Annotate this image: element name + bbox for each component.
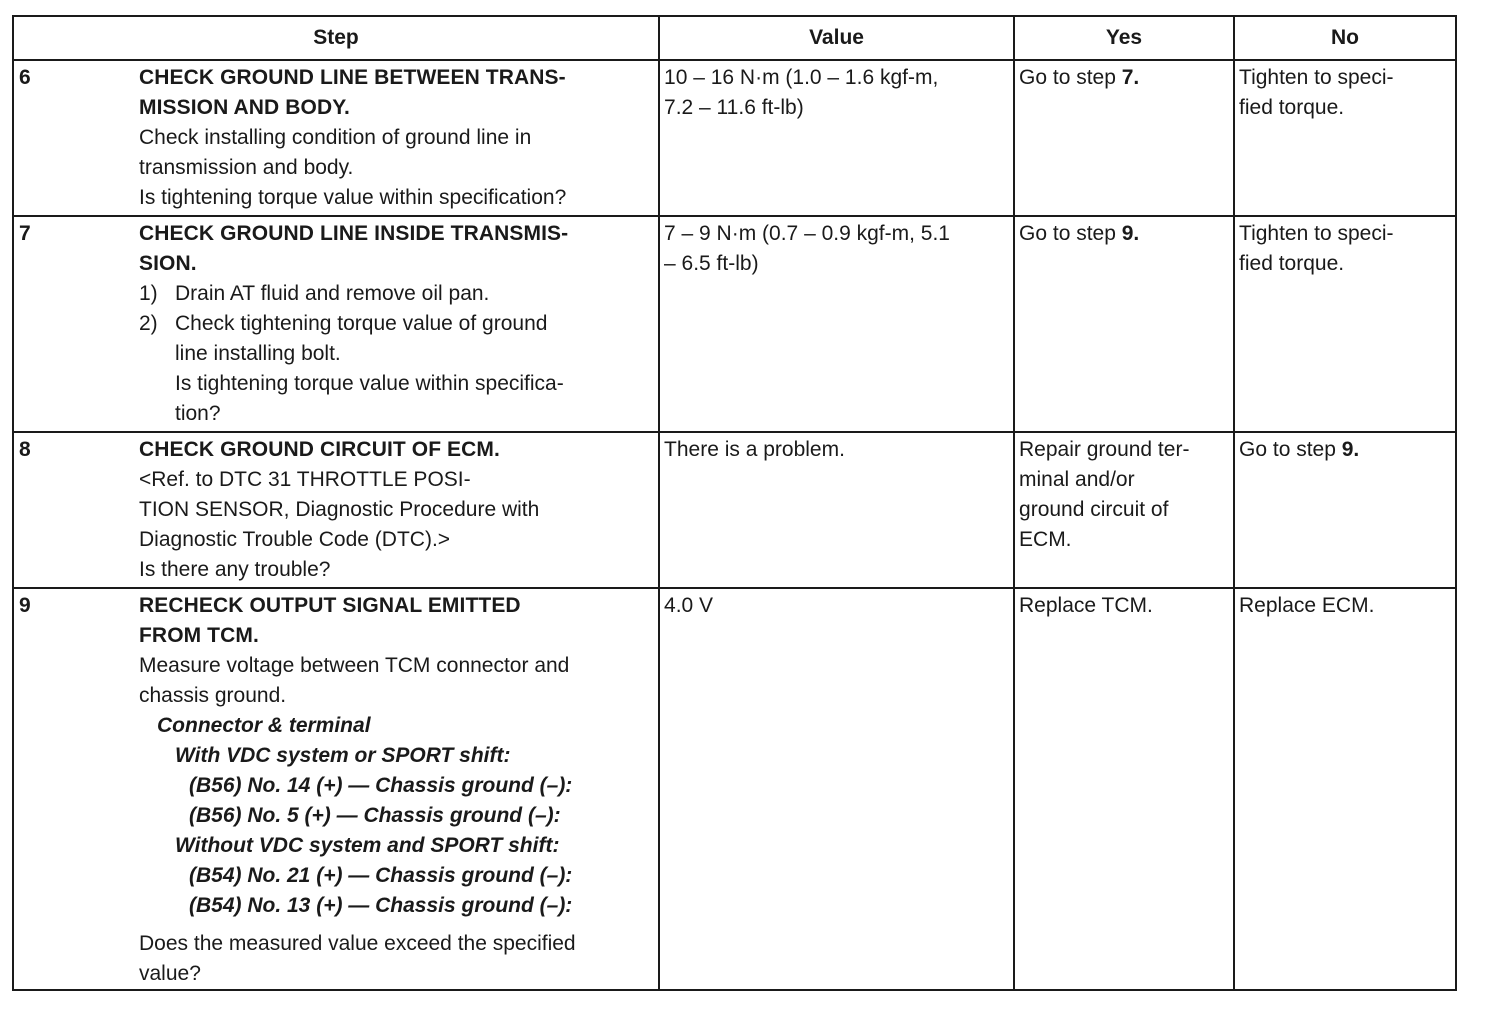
spec-group-heading: With VDC system or SPORT shift: [175, 744, 511, 767]
value-cell: There is a problem. [659, 432, 1014, 588]
step-description: RECHECK OUTPUT SIGNAL EMITTED FROM TCM. Measure voltage between TCM connector and chassis ground. Connector & terminal With VDC system or SPORT shift: (B56) No. 14 (+) — Chassis ground (–): (B56) No. 5 (+) — Chassis ground (–): Without VDC system and SPORT shift: (B54) No. 21 (+) — Chassis ground (–): (B54) No. 13 (+) — Chassis ground (–): Does the measured value exceed the specified value? [137, 588, 659, 990]
value-cell: 10 – 16 N·m (1.0 – 1.6 kgf-m, 7.2 – 11.6 ft-lb) [659, 60, 1014, 216]
spec-terminal: (B54) No. 13 (+) — Chassis ground (–): [189, 894, 573, 917]
yes-cell: Replace TCM. [1014, 588, 1234, 990]
step-description: CHECK GROUND CIRCUIT OF ECM. <Ref. to DTC 31 THROTTLE POSI- TION SENSOR, Diagnostic Procedure with Diagnostic Trouble Code (DTC).> Is there any trouble? [137, 432, 659, 588]
no-cell: Tighten to speci- fied torque. [1234, 60, 1456, 216]
step-reference: 7. [1121, 66, 1140, 89]
no-cell: Tighten to speci- fied torque. [1234, 216, 1456, 432]
step-number: 7 [13, 216, 137, 432]
spec-terminal: (B54) No. 21 (+) — Chassis ground (–): [189, 864, 573, 887]
value-cell: 7 – 9 N·m (0.7 – 0.9 kgf-m, 5.1 – 6.5 ft-lb) [659, 216, 1014, 432]
step-reference: 9. [1341, 438, 1360, 461]
yes-cell: Repair ground ter- minal and/or ground circuit of ECM. [1014, 432, 1234, 588]
spec-group-heading: Without VDC system and SPORT shift: [175, 834, 560, 857]
step-title: CHECK GROUND LINE INSIDE TRANSMIS- SION. [139, 222, 569, 275]
list-item: 1) Drain AT fluid and remove oil pan. [139, 282, 490, 305]
diagnostic-table-page [12, 15, 1457, 991]
header-no: No [1234, 16, 1456, 60]
procedure-list [139, 279, 652, 339]
step-description: CHECK GROUND LINE BETWEEN TRANS- MISSION AND BODY. Check installing condition of ground line in transmission and body. Is tightening torque value within specification? [137, 60, 659, 216]
step-title: CHECK GROUND CIRCUIT OF ECM. [139, 438, 500, 461]
step-title: CHECK GROUND LINE BETWEEN TRANS- MISSION AND BODY. [139, 66, 566, 119]
step-number: 9 [13, 588, 137, 990]
table-row [13, 432, 1456, 588]
header-step: Step [13, 16, 659, 60]
step-number: 8 [13, 432, 137, 588]
step-title: RECHECK OUTPUT SIGNAL EMITTED FROM TCM. [139, 594, 521, 647]
table-row [13, 588, 1456, 990]
spec-terminal: (B56) No. 5 (+) — Chassis ground (–): [189, 804, 561, 827]
value-cell: 4.0 V [659, 588, 1014, 990]
header-yes: Yes [1014, 16, 1234, 60]
step-description: CHECK GROUND LINE INSIDE TRANSMIS- SION. 1) Drain AT fluid and remove oil pan. 2) Check tightening torque value of ground line installing bolt. Is tightening torque value within specifica- tion? [137, 216, 659, 432]
table-row [13, 216, 1456, 432]
spec-heading: Connector & terminal [157, 714, 371, 737]
yes-cell: Go to step 7. [1014, 60, 1234, 216]
yes-cell: Go to step 9. [1014, 216, 1234, 432]
header-value: Value [659, 16, 1014, 60]
list-item: 2) Check tightening torque value of ground [139, 312, 548, 335]
no-cell: Replace ECM. [1234, 588, 1456, 990]
header-row [13, 16, 1456, 60]
diagnostic-table [12, 15, 1457, 991]
step-number: 6 [13, 60, 137, 216]
step-reference: 9. [1121, 222, 1140, 245]
spec-terminal: (B56) No. 14 (+) — Chassis ground (–): [189, 774, 573, 797]
table-row [13, 60, 1456, 216]
no-cell: Go to step 9. [1234, 432, 1456, 588]
